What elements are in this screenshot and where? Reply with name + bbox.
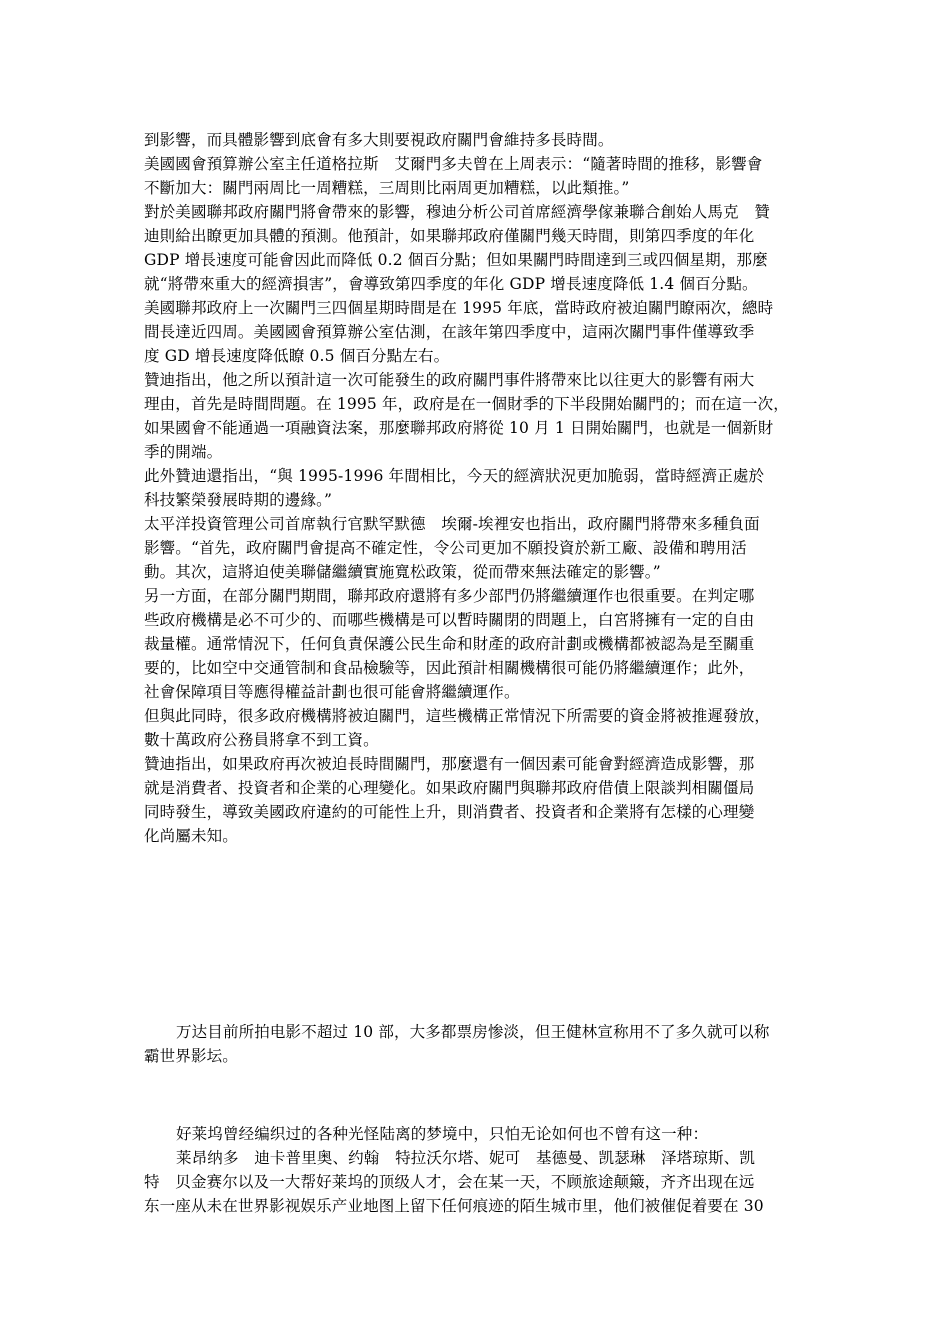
- text-line: 如果國會不能通過一項融資法案，那麼聯邦政府將從 10 月 1 日開始關門，也就是一個新財: [144, 419, 774, 437]
- text-line: 度 GD 增長速度降低瞭 0.5 個百分點左右。: [144, 347, 450, 365]
- text-line: 理由，首先是時間問題。在 1995 年，政府是在一個財季的下半段開始關門的；而在這一次，: [144, 395, 789, 413]
- text-line: 特 贝金赛尔以及一大帮好莱坞的顶级人才，会在某一天，不顾旅途颠簸，齐齐出现在远: [144, 1173, 755, 1191]
- text-line: 就“將帶來重大的經濟損害”，會導致第四季度的年化 GDP 增長速度降低 1.4 個百分點。: [144, 275, 758, 293]
- text-line: 間長達近四周。美國國會預算辦公室估測，在該年第四季度中，這兩次關門事件僅導致季: [144, 323, 755, 341]
- text-line: 莱昂纳多 迪卡普里奥、约翰 特拉沃尔塔、妮可 基德曼、凯瑟琳 泽塔琼斯、凯: [176, 1149, 756, 1167]
- text-line: 不斷加大：關門兩周比一周糟糕，三周則比兩周更加糟糕，以此類推。”: [144, 179, 630, 197]
- text-line: 要的，比如空中交通管制和食品檢驗等，因此預計相關機構很可能仍將繼續運作；此外，: [144, 659, 755, 677]
- text-line: 贊迪指出，如果政府再次被迫長時間關門，那麼還有一個因素可能會對經濟造成影響，那: [144, 755, 755, 773]
- text-line: 贊迪指出，他之所以預計這一次可能發生的政府關門事件將帶來比以往更大的影響有兩大: [144, 371, 755, 389]
- text-line: 另一方面，在部分關門期間，聯邦政府還將有多少部門仍將繼續運作也很重要。在判定哪: [144, 587, 755, 605]
- text-line: 對於美國聯邦政府關門將會帶來的影響，穆迪分析公司首席經濟學傢兼聯合創始人馬克 贊: [144, 203, 771, 221]
- text-line: 东一座从未在世界影视娱乐产业地图上留下任何痕迹的陌生城市里，他们被催促着要在 30: [144, 1197, 764, 1215]
- text-line: 同時發生，導致美國政府違約的可能性上升，則消費者、投資者和企業將有怎樣的心理變: [144, 803, 755, 821]
- text-line: 影響。“首先，政府關門會提高不確定性，令公司更加不願投資於新工廠、設備和聘用活: [144, 539, 747, 557]
- text-line: 社會保障項目等應得權益計劃也很可能會將繼續運作。: [144, 683, 520, 701]
- text-line: 科技繁榮發展時期的邊緣。”: [144, 491, 333, 509]
- text-line: 季的開端。: [144, 443, 223, 461]
- text-line: 万达目前所拍电影不超过 10 部，大多都票房惨淡，但王健林宣称用不了多久就可以称: [176, 1023, 770, 1041]
- text-line: 就是消費者、投資者和企業的心理變化。如果政府關門與聯邦政府借債上限談判相關僵局: [144, 779, 755, 797]
- text-line: 此外贊迪還指出，“與 1995-1996 年間相比，今天的經濟狀況更加脆弱，當時經濟正處於: [144, 467, 765, 485]
- text-line: 太平洋投資管理公司首席執行官默罕默德 埃爾-埃裡安也指出，政府關門將帶來多種負面: [144, 515, 760, 533]
- text-line: 美國聯邦政府上一次關門三四個星期時間是在 1995 年底，當時政府被迫關門瞭兩次，總時: [144, 299, 774, 317]
- text-line: GDP 增長速度可能會因此而降低 0.2 個百分點；但如果關門時間達到三或四個星期，那麼: [144, 251, 768, 269]
- text-line: 美國國會預算辦公室主任道格拉斯 艾爾門多夫曾在上周表示：“隨著時間的推移，影響會: [144, 155, 763, 173]
- text-line: 化尚屬未知。: [144, 827, 238, 845]
- text-line: 些政府機構是必不可少的、而哪些機構是可以暫時關閉的問題上，白宮將擁有一定的自由: [144, 611, 755, 629]
- text-line: 霸世界影坛。: [144, 1047, 238, 1065]
- text-line: 但與此同時，很多政府機構將被迫關門，這些機構正常情況下所需要的資金將被推遲發放，: [144, 707, 771, 725]
- text-line: 到影響，而具體影響到底會有多大則要視政府關門會維持多長時間。: [144, 131, 614, 149]
- text-line: 迪則給出瞭更加具體的預測。他預計，如果聯邦政府僅關門幾天時間，則第四季度的年化: [144, 227, 755, 245]
- text-line: 動。其次，這將迫使美聯儲繼續實施寬松政策，從而帶來無法確定的影響。”: [144, 563, 661, 581]
- text-line: 裁量權。通常情況下，任何負責保護公民生命和財產的政府計劃或機構都被認為是至關重: [144, 635, 755, 653]
- text-line: 好莱坞曾经编织过的各种光怪陆离的梦境中，只怕无论如何也不曾有这一种：: [176, 1125, 709, 1143]
- text-line: 數十萬政府公務員將拿不到工資。: [144, 731, 379, 749]
